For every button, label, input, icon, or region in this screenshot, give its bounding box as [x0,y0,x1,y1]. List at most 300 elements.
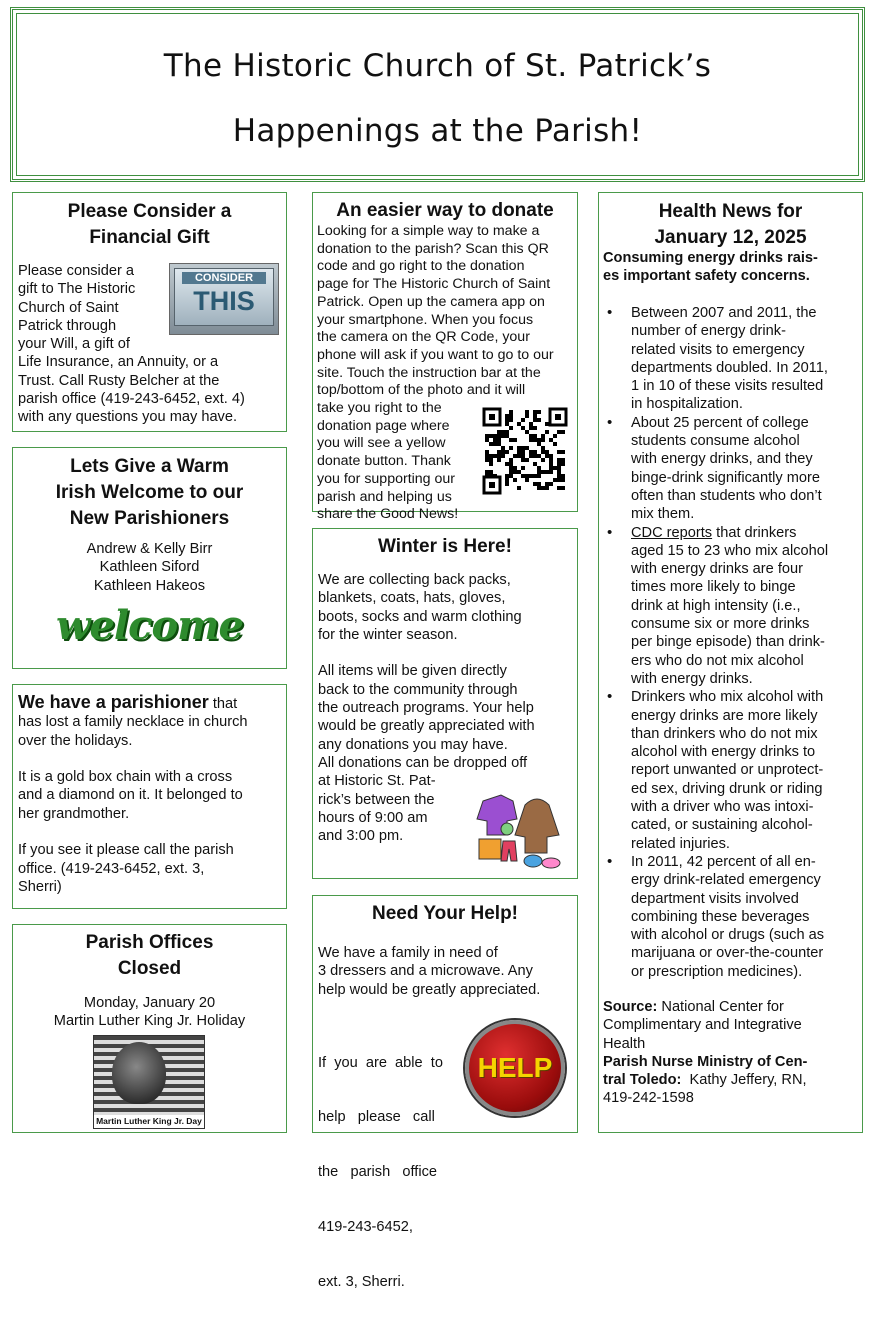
health-bullet-list [601,304,861,981]
nurse-name: Kathy Jeffery, RN, [681,1072,807,1089]
qr-module [517,486,521,490]
text-line: and a diamond on it. It belonged to [18,787,243,804]
text-line: rick’s between the [318,791,435,808]
qr-module [509,446,513,450]
qr-module [545,482,549,486]
financial-gift-title-2: Financial Gift [89,227,210,248]
text-line: blankets, coats, hats, gloves, [318,590,506,607]
qr-module [509,470,513,474]
text-line: energy drinks are more likely [631,707,818,724]
qr-module [541,486,545,490]
qr-module [549,482,553,486]
qr-module [485,450,489,454]
text-line: binge-drink significantly more [631,469,820,486]
qr-module [485,470,489,474]
text-line: that drinkers [716,524,797,541]
name-line: Kathleen Siford [99,559,200,576]
qr-module [561,462,565,466]
qr-module [517,422,521,426]
qr-module [553,442,557,446]
text-line: consume six or more drinks [631,616,810,633]
qr-module [517,470,521,474]
text-line: number of energy drink- [631,323,786,340]
qr-module [533,482,537,486]
qr-module [501,434,505,438]
text-line: Please consider a [18,263,135,279]
text-line: has lost a family necklace in church [18,714,248,731]
qr-module [529,454,533,458]
qr-module [561,458,565,462]
text-line: at Historic St. Pat- [318,773,436,790]
text-line: students consume alcohol [631,433,800,450]
text-line: cated, or sustaining alcohol- [631,817,813,834]
qr-module [505,434,509,438]
qr-module [561,430,565,434]
winter-box [312,528,578,879]
text-line: We are collecting back packs, [318,572,511,588]
list-item [601,524,861,689]
need-help-text [318,944,540,999]
text-line: the outreach programs. Your help [318,700,534,717]
text-line: boots, socks and warm clothing [318,608,522,625]
text-line: We have a family in need of [318,945,498,961]
qr-module [557,478,561,482]
qr-module [489,442,493,446]
qr-module [525,414,529,418]
qr-module [513,438,517,442]
nurse-phone: 419-242-1598 [603,1090,694,1107]
list-item [601,853,861,981]
qr-module [537,466,541,470]
qr-module [541,438,545,442]
qr-module [485,454,489,458]
health-title-1: Health News for [658,201,803,222]
name-line: Kathleen Hakeos [93,577,206,594]
qr-module [509,462,513,466]
text-line: you for supporting our [317,470,456,487]
text-line: and 3:00 pm. [318,828,404,845]
qr-module [533,474,537,478]
nurse-label: Parish Nurse Ministry of Cen- [603,1053,808,1070]
qr-module [537,418,541,422]
text-line: page for The Historic Church of Saint [317,276,551,293]
qr-module [545,470,549,474]
qr-module [529,426,533,430]
qr-module [553,466,557,470]
qr-module [497,454,501,458]
text-line: Sherri) [18,878,62,895]
list-item [601,414,861,524]
text-line: that [212,696,238,712]
qr-module [509,474,513,478]
text-line: times more likely to binge [631,579,796,596]
qr-module [541,470,545,474]
qr-module [485,438,489,442]
donate-box [312,192,578,523]
qr-module [529,438,533,442]
qr-module [501,450,505,454]
financial-gift-box [12,192,287,432]
offices-closed-box [12,924,287,1133]
text-line: help please call [318,1109,435,1126]
qr-module [497,450,501,454]
qr-module [489,470,493,474]
qr-module [517,450,521,454]
winter-clothes-illustration [473,789,565,871]
qr-module [537,454,541,458]
consider-label: CONSIDER [182,272,266,284]
qr-module [513,478,517,482]
qr-module [525,430,529,434]
text-line: parish and helping us [317,488,452,505]
qr-module [501,446,505,450]
qr-module [533,450,537,454]
text-line: her grandmother. [18,805,130,822]
qr-module [561,450,565,454]
list-item [601,688,861,853]
welcome-title-2: Irish Welcome to our [55,482,244,503]
name-line: Andrew & Kelly Birr [86,541,213,557]
qr-module [493,454,497,458]
qr-module [549,458,553,462]
offices-title-2: Closed [117,958,182,979]
text-line: often than students who don’t [631,487,822,504]
text-line: your smartphone. When you focus [317,311,534,328]
qr-module [533,434,537,438]
qr-module [493,442,497,446]
welcome-graphic: welcome [56,602,243,649]
qr-module [521,446,525,450]
mlk-caption: Martin Luther King Jr. Day [94,1115,204,1128]
text-line: in hospitalization. [631,396,743,413]
welcome-box [12,447,287,669]
qr-module [521,450,525,454]
qr-module [541,434,545,438]
qr-module [549,470,553,474]
qr-module [545,454,549,458]
qr-module [561,478,565,482]
qr-module [505,414,509,418]
text-line: Church of Saint [18,299,119,316]
donation-qr-code[interactable] [483,408,567,494]
text-line: donation page where [317,417,450,434]
need-help-box [312,895,578,1291]
text-line: It is a gold box chain with a cross [18,769,233,786]
lost-necklace-title: We have a parishioner [18,692,209,712]
qr-module [525,410,529,414]
text-line: es important safety concerns. [603,268,810,285]
text-line: Patrick through [18,317,117,334]
masthead-title: The Historic Church of St. Patrick’s [163,48,712,84]
masthead-subtitle: Happenings at the Parish! [232,113,643,149]
qr-module [529,434,533,438]
text-line: with alcohol or drugs (such as [631,927,825,944]
text-line: you will see a yellow [317,435,446,452]
text-line: than drinkers who do not mix [631,725,818,742]
text-line: the camera on the QR Code, your [317,329,530,346]
text-line: • About 25 percent of college [631,414,809,431]
health-subhead [603,249,818,286]
text-line: mix them. [631,506,695,523]
text-line: alcohol with energy drinks to [631,744,816,761]
text-line: All donations can be dropped off [318,754,528,771]
qr-module [497,442,501,446]
lost-necklace-text [18,693,286,896]
qr-module [545,422,549,426]
text-line: related injuries. [631,835,730,852]
qr-module [529,450,533,454]
text-line: take you right to the [317,400,442,417]
qr-module [545,450,549,454]
qr-module [509,418,513,422]
donate-title: An easier way to donate [336,200,554,221]
text-line: any donations you may have. [318,736,508,753]
qr-module [513,466,517,470]
text-line: parish office (419-243-6452, ext. 4) [18,391,245,408]
qr-module [521,426,525,430]
text-line: 419-243-6452, [318,1219,413,1236]
qr-module [533,462,537,466]
text-line: Health [603,1035,646,1052]
financial-gift-text [18,262,245,427]
qr-module [489,434,493,438]
qr-module [505,478,509,482]
qr-module [533,438,537,442]
text-line: marijuana or over-the-counter [631,945,824,962]
welcome-title-1: Lets Give a Warm [70,456,229,477]
qr-module [533,414,537,418]
qr-module [537,438,541,442]
masthead [10,7,865,182]
text-line: phone will ask if you want to go to our [317,346,554,363]
text-line: top/bottom of the photo and it will [317,382,526,399]
text-line: ext. 3, Sherri. [318,1274,405,1291]
qr-module [529,474,533,478]
text-line: Consuming energy drinks rais- [603,250,818,266]
this-label: THIS [193,286,255,316]
qr-module [545,486,549,490]
financial-gift-title-1: Please Consider a [67,201,232,222]
qr-module [493,438,497,442]
text-line: with energy drinks, and they [631,451,813,468]
qr-module [493,434,497,438]
text-line: would be greatly appreciated with [318,718,535,735]
qr-module [521,454,525,458]
text-line: Trust. Call Rusty Belcher at the [18,372,220,389]
text-line: department visits involved [631,890,799,907]
qr-module [545,430,549,434]
text-line: • In 2011, 42 percent of all en- [631,853,816,870]
text-line: ed sex, driving drunk or riding [631,780,823,797]
qr-module [509,438,513,442]
qr-module [509,414,513,418]
qr-module [513,470,517,474]
text-line: donation to the parish? Scan this QR [317,240,549,257]
qr-module [525,474,529,478]
qr-module [505,418,509,422]
qr-module [505,462,509,466]
qr-module [509,426,513,430]
text-line: over the holidays. [18,732,133,749]
qr-module [557,466,561,470]
offices-date: Monday, January 20 [83,995,216,1011]
qr-module [557,474,561,478]
qr-module [501,430,505,434]
qr-module [497,438,501,442]
qr-module [521,418,525,422]
text-line: for the winter season. [318,626,458,643]
text-line: All items will be given directly [318,663,507,680]
qr-module [537,474,541,478]
text-line: the parish office [318,1164,437,1181]
qr-module [549,438,553,442]
cdc-reports-link[interactable]: CDC reports [631,524,713,541]
qr-module [537,442,541,446]
text-line: gift to The Historic [18,281,136,298]
qr-module [505,482,509,486]
help-button-label: HELP [477,1052,553,1083]
qr-module [489,458,493,462]
qr-module [525,478,529,482]
text-line: • Between 2007 and 2011, the [631,305,817,321]
qr-module [529,422,533,426]
qr-module [509,458,513,462]
qr-module [513,454,517,458]
qr-module [541,458,545,462]
qr-module [497,434,501,438]
offices-title-1: Parish Offices [85,932,214,953]
mlk-image [93,1035,205,1129]
text-line: departments doubled. In 2011, [631,359,828,376]
text-line: Life Insurance, an Annuity, or a [18,354,219,371]
text-line: report unwanted or unprotect- [631,762,824,779]
text-line: code and go right to the donation [317,258,525,275]
qr-module [533,410,537,414]
qr-module [489,462,493,466]
text-line: site. Touch the instruction bar at the [317,364,541,381]
text-line: with energy drinks. [631,670,753,687]
text-line: If you are able to [318,1054,443,1071]
qr-module [485,434,489,438]
qr-module [505,450,509,454]
qr-module [497,458,501,462]
parishioner-names [13,540,286,595]
text-line: ergy drink-related emergency [631,872,821,889]
qr-module [489,454,493,458]
text-line: your Will, a gift of [18,336,130,353]
nurse-label: tral Toledo: [603,1072,682,1089]
text-line: with any questions you may have. [18,409,238,426]
need-help-title: Need Your Help! [371,903,519,924]
text-line: share the Good News! [317,506,459,523]
qr-module [501,454,505,458]
qr-module [561,474,565,478]
qr-module [533,418,537,422]
qr-module [521,474,525,478]
health-source [603,998,861,1108]
qr-module [485,458,489,462]
qr-module [557,430,561,434]
qr-module [557,458,561,462]
qr-module [521,458,525,462]
qr-module [497,430,501,434]
qr-module [517,446,521,450]
text-line: • Drinkers who mix alcohol with [631,689,824,706]
qr-module [557,462,561,466]
need-help-call-text [318,1017,443,1328]
text-line: 3 dressers and a microwave. Any [318,963,533,980]
list-item [601,304,861,414]
text-line: related visits to emergency [631,341,805,358]
qr-module [517,454,521,458]
qr-module [533,426,537,430]
text-line: or prescription medicines). [631,963,803,980]
masthead-inner-border [16,13,859,176]
source-label: Source: [603,999,658,1015]
health-news-box [598,192,863,1133]
text-line: National Center for [657,999,784,1015]
qr-module [557,470,561,474]
text-line: with a driver who was intoxi- [631,799,814,816]
qr-module [533,454,537,458]
qr-module [553,434,557,438]
text-line: combining these beverages [631,908,810,925]
qr-module [525,458,529,462]
qr-module [537,482,541,486]
qr-module [509,466,513,470]
offices-holiday: Martin Luther King Jr. Holiday [53,1013,246,1029]
qr-module [553,478,557,482]
qr-module [557,450,561,454]
text-line: Complimentary and Integrative [603,1017,802,1034]
text-line: drink at high intensity (i.e., [631,597,801,614]
qr-module [541,450,545,454]
welcome-title-3: New Parishioners [69,508,230,529]
lost-necklace-box [12,684,287,909]
text-line: If you see it please call the parish [18,842,234,859]
qr-module [509,410,513,414]
qr-module [537,470,541,474]
text-line: per binge episode) than drink- [631,634,825,651]
qr-module [521,466,525,470]
qr-module [505,422,509,426]
help-button-graphic [465,1020,565,1116]
text-line: ers who do not mix alcohol [631,652,804,669]
qr-module [541,446,545,450]
text-line: Looking for a simple way to make a [317,223,540,239]
qr-module [549,462,553,466]
qr-module [557,486,561,490]
qr-module [549,454,553,458]
text-line: back to the community through [318,681,518,698]
qr-module [561,486,565,490]
text-line: with energy drinks are four [631,561,803,578]
qr-module [505,430,509,434]
qr-module [537,410,541,414]
qr-module [505,474,509,478]
qr-module [537,486,541,490]
text-line: aged 15 to 23 who mix alcohol [631,542,829,559]
text-line: 1 in 10 of these visits resulted [631,378,824,395]
text-line: donate button. Thank [317,453,451,470]
text-line: help would be greatly appreciated. [318,981,541,998]
health-title-2: January 12, 2025 [654,227,807,248]
qr-module [525,446,529,450]
text-line: office. (419-243-6452, ext. 3, [18,860,205,877]
winter-title: Winter is Here! [378,536,512,557]
qr-module [549,466,553,470]
text-line: Patrick. Open up the camera app on [317,293,545,310]
